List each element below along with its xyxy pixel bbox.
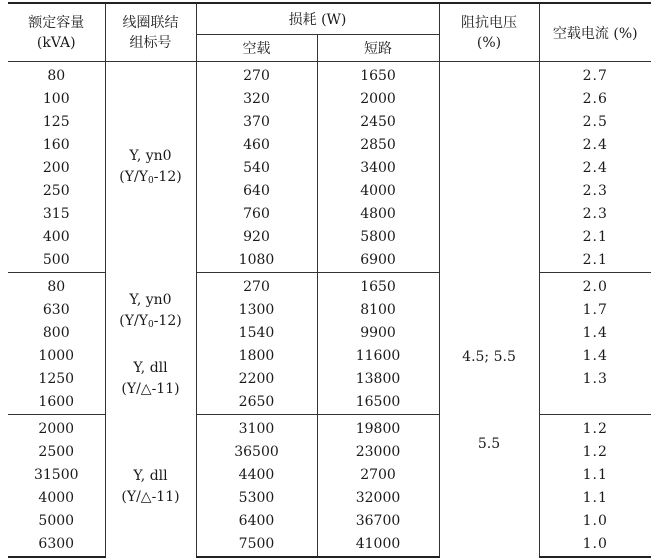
- capacity-cell: [8, 322, 105, 345]
- short-loss-cell: 6900: [317, 249, 439, 273]
- noload-current-value: 2.6: [582, 91, 608, 107]
- noload-current-cell: [539, 391, 651, 415]
- noload-loss-cell: 6400: [196, 510, 317, 533]
- capacity-value: 80: [47, 279, 66, 295]
- capacity-value: 125: [42, 114, 70, 130]
- capacity-value: 4000: [38, 490, 75, 506]
- capacity-value: 100: [42, 91, 70, 107]
- noload-current-value: 2.7: [582, 68, 608, 84]
- noload-current-value: 2.4: [582, 160, 608, 176]
- connection-block: [106, 146, 196, 192]
- connection-code: (Y/△-11): [121, 489, 180, 506]
- noload-loss-cell: 270: [196, 62, 317, 89]
- noload-current-value: 1.2: [582, 444, 608, 460]
- table-row: [8, 273, 651, 300]
- noload-current-cell: [539, 157, 651, 180]
- capacity-value: 800: [42, 325, 70, 341]
- connection-code: (Y/△-11): [121, 381, 180, 397]
- short-loss-cell: 2850: [317, 134, 439, 157]
- capacity-value: 500: [42, 252, 70, 268]
- connection-cell: [105, 273, 196, 415]
- short-loss-cell: 32000: [317, 487, 439, 510]
- noload-current-value: 2.3: [582, 183, 608, 199]
- transformer-spec-table: [8, 2, 651, 558]
- header-connection: 线圈联结 组标号: [105, 3, 196, 62]
- short-loss-cell: 13800: [317, 368, 439, 391]
- noload-current-cell: [539, 203, 651, 226]
- table-row: [8, 88, 651, 111]
- short-loss-cell: 19800: [317, 415, 439, 442]
- connection-cell: [105, 62, 196, 273]
- noload-loss-cell: 540: [196, 157, 317, 180]
- table-row: [8, 226, 651, 249]
- short-loss-cell: 4800: [317, 203, 439, 226]
- capacity-value: 1600: [38, 394, 75, 410]
- short-loss-cell: 11600: [317, 345, 439, 368]
- noload-loss-cell: 3100: [196, 415, 317, 442]
- capacity-cell: [8, 134, 105, 157]
- noload-current-cell: [539, 510, 651, 533]
- noload-current-value: 2.1: [582, 252, 608, 268]
- short-loss-cell: 36700: [317, 510, 439, 533]
- capacity-value: 160: [42, 137, 70, 153]
- capacity-value: 2000: [38, 421, 75, 437]
- noload-loss-cell: 4400: [196, 464, 317, 487]
- capacity-value: 1000: [38, 348, 75, 364]
- connection-cell: [105, 415, 196, 558]
- table-row: [8, 464, 651, 487]
- noload-current-value: 1.0: [582, 536, 608, 552]
- noload-current-cell: [539, 464, 651, 487]
- table-body: [8, 62, 651, 558]
- noload-current-cell: [539, 134, 651, 157]
- table-row: [8, 203, 651, 226]
- capacity-cell: [8, 62, 105, 89]
- capacity-cell: [8, 226, 105, 249]
- noload-current-value: 1.1: [582, 467, 608, 483]
- noload-current-cell: [539, 62, 651, 89]
- header-loss-group: 损耗 (W): [196, 3, 439, 35]
- short-loss-cell: 8100: [317, 299, 439, 322]
- connection-block-a: [106, 290, 196, 336]
- noload-current-cell: [539, 226, 651, 249]
- noload-loss-cell: 370: [196, 111, 317, 134]
- capacity-cell: [8, 510, 105, 533]
- noload-current-value: 1.4: [582, 325, 608, 341]
- short-loss-cell: 41000: [317, 533, 439, 557]
- table-row: [8, 441, 651, 464]
- connection-label: Y, dll: [133, 360, 168, 376]
- table-row: [8, 368, 651, 391]
- noload-current-value: 2.0: [582, 279, 608, 295]
- noload-current-cell: [539, 299, 651, 322]
- capacity-value: 6300: [38, 536, 75, 552]
- short-loss-cell: 3400: [317, 157, 439, 180]
- capacity-value: 630: [42, 302, 70, 318]
- noload-loss-cell: 640: [196, 180, 317, 203]
- header-loss-short: 短路: [317, 35, 439, 62]
- table-row: [8, 391, 651, 415]
- noload-loss-cell: 5300: [196, 487, 317, 510]
- capacity-cell: [8, 88, 105, 111]
- short-loss-cell: 1650: [317, 62, 439, 89]
- connection-subscript: 0: [147, 320, 154, 330]
- capacity-value: 1250: [38, 371, 75, 387]
- short-loss-cell: 16500: [317, 391, 439, 415]
- noload-loss-cell: 7500: [196, 533, 317, 557]
- table-row: [8, 415, 651, 442]
- capacity-cell: [8, 157, 105, 180]
- header-impedance: 阻抗电压 (%): [439, 3, 539, 62]
- capacity-cell: [8, 111, 105, 134]
- connection-block-b: [106, 358, 196, 400]
- connection-label: Y, dll: [133, 468, 168, 485]
- table-row: [8, 157, 651, 180]
- noload-current-value: 1.1: [582, 490, 608, 506]
- capacity-cell: [8, 441, 105, 464]
- table-row: [8, 487, 651, 510]
- noload-current-cell: [539, 368, 651, 391]
- capacity-cell: [8, 299, 105, 322]
- noload-current-cell: [539, 273, 651, 300]
- short-loss-cell: 5800: [317, 226, 439, 249]
- table-row: [8, 322, 651, 345]
- capacity-cell: [8, 273, 105, 300]
- connection-gap: [106, 336, 196, 358]
- table-row: [8, 345, 651, 368]
- table-row: [8, 299, 651, 322]
- noload-current-value: 1.2: [582, 421, 608, 437]
- connection-label: Y, yn0: [129, 292, 172, 308]
- table-header: [8, 3, 651, 62]
- noload-current-cell: [539, 487, 651, 510]
- noload-current-value: 1.7: [582, 302, 608, 318]
- header-loss-noload: 空载: [196, 35, 317, 62]
- connection-subscript: 0: [147, 175, 154, 186]
- noload-loss-cell: 1540: [196, 322, 317, 345]
- noload-current-cell: [539, 345, 651, 368]
- capacity-value: 80: [47, 68, 66, 84]
- noload-current-value: 1.4: [582, 348, 608, 364]
- noload-current-value: 1.0: [582, 513, 608, 529]
- capacity-value: 250: [42, 183, 70, 199]
- noload-current-value: 2.3: [582, 206, 608, 222]
- capacity-cell: [8, 415, 105, 442]
- capacity-value: 2500: [38, 444, 75, 460]
- noload-current-cell: [539, 441, 651, 464]
- noload-current-cell: [539, 249, 651, 273]
- connection-code: (Y/Y0-12): [119, 313, 182, 330]
- header-current: 空载电流 (%): [539, 3, 651, 62]
- noload-current-cell: [539, 322, 651, 345]
- capacity-cell: [8, 203, 105, 226]
- table-row: [8, 62, 651, 89]
- noload-current-cell: [539, 533, 651, 557]
- short-loss-cell: 1650: [317, 273, 439, 300]
- noload-current-cell: [539, 111, 651, 134]
- connection-code: (Y/Y0-12): [119, 168, 182, 186]
- noload-loss-cell: 2200: [196, 368, 317, 391]
- capacity-cell: [8, 487, 105, 510]
- noload-loss-cell: 1300: [196, 299, 317, 322]
- noload-current-value: 2.4: [582, 137, 608, 153]
- noload-loss-cell: 920: [196, 226, 317, 249]
- capacity-cell: [8, 345, 105, 368]
- short-loss-cell: 2000: [317, 88, 439, 111]
- short-loss-cell: 23000: [317, 441, 439, 464]
- header-capacity: 额定容量 (kVA): [8, 3, 105, 62]
- table-row: [8, 249, 651, 273]
- noload-current-cell: [539, 180, 651, 203]
- capacity-cell: [8, 533, 105, 557]
- table-row: [8, 180, 651, 203]
- table-row: [8, 111, 651, 134]
- impedance-cell: 4.5; 5.5: [439, 62, 539, 415]
- noload-loss-cell: 36500: [196, 441, 317, 464]
- noload-loss-cell: 1800: [196, 345, 317, 368]
- short-loss-cell: 4000: [317, 180, 439, 203]
- connection-block: [106, 466, 196, 508]
- noload-loss-cell: 1080: [196, 249, 317, 273]
- capacity-cell: [8, 464, 105, 487]
- noload-loss-cell: 760: [196, 203, 317, 226]
- noload-current-value: 1.3: [582, 371, 608, 387]
- noload-current-value: 2.5: [582, 114, 608, 130]
- capacity-value: 5000: [38, 513, 75, 529]
- noload-current-value: 2.1: [582, 229, 608, 245]
- noload-loss-cell: 460: [196, 134, 317, 157]
- noload-current-cell: [539, 415, 651, 442]
- connection-stack: [106, 290, 196, 400]
- noload-loss-cell: 320: [196, 88, 317, 111]
- capacity-value: 31500: [33, 467, 79, 483]
- noload-loss-cell: 2650: [196, 391, 317, 415]
- capacity-value: 400: [42, 229, 70, 245]
- capacity-cell: [8, 391, 105, 415]
- short-loss-cell: 2450: [317, 111, 439, 134]
- table-row: [8, 510, 651, 533]
- capacity-value: 315: [42, 206, 70, 222]
- capacity-cell: [8, 249, 105, 273]
- connection-label: Y, yn0: [129, 147, 172, 164]
- table-row: [8, 134, 651, 157]
- short-loss-cell: 9900: [317, 322, 439, 345]
- short-loss-cell: 2700: [317, 464, 439, 487]
- table-row: [8, 533, 651, 557]
- noload-current-cell: [539, 88, 651, 111]
- capacity-cell: [8, 368, 105, 391]
- impedance-cell: 5.5: [439, 415, 539, 558]
- noload-loss-cell: 270: [196, 273, 317, 300]
- capacity-value: 200: [42, 160, 70, 176]
- capacity-cell: [8, 180, 105, 203]
